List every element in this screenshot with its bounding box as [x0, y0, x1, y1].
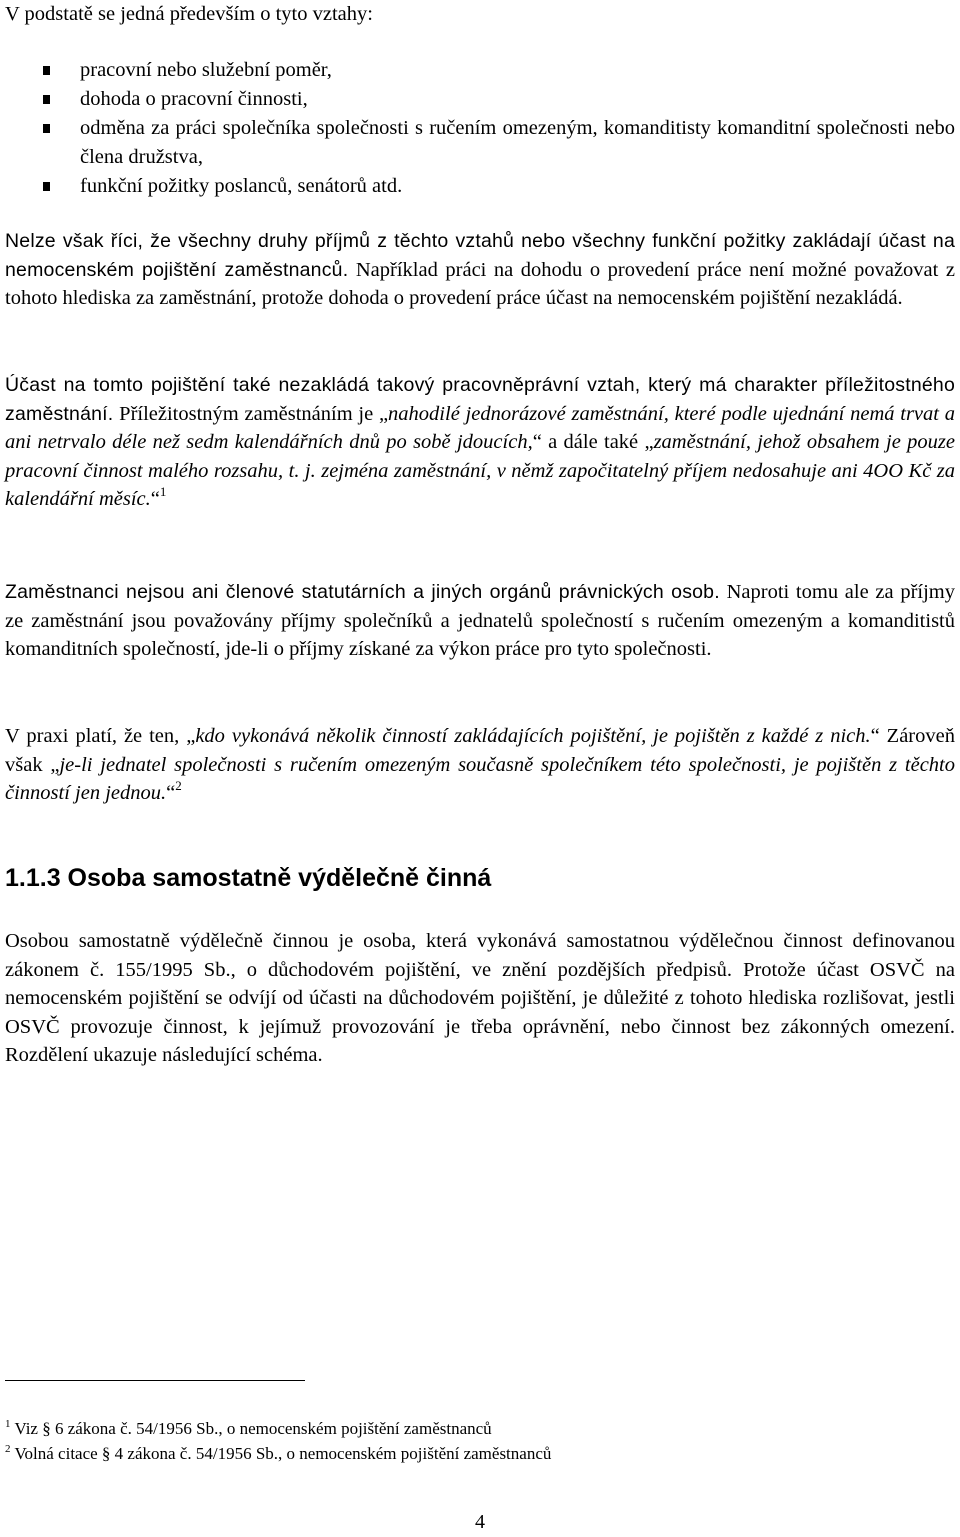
- list-item: funkční požitky poslanců, senátorů atd.: [5, 172, 955, 201]
- footnote-2: $^2$ Volná citace § 4 zákona č. 54/1956 Sb., o nemocenském pojištění zaměstnanců: [5, 1443, 552, 1463]
- paragraph-osvc: Osobou samostatně výdělečně činnou je osoba, která vykonává samostatnou výdělečnou činnost definovanou zákonem č. 155/1995 Sb., o důchodovém pojištění, ve znění pozdějších předpisů. Protože účast OSVČ na nemocenském pojištění se odvíjí od účasti na důchodovém pojištění, je důležité z tohoto hlediska rozlišovat, jestli OSVČ provozuje činnost, k jejímuž provozování je třeba oprávnění, nebo činnost bez zákonných omezení. Rozdělení ukazuje následující schéma.: [5, 930, 955, 1066]
- paragraph-occasional-employment: Účast na tomto pojištění také nezakládá takový pracovněprávní vztah, který má charakter příležitostného zaměstnání. Příležitostným zaměstnáním je „nahodilé jednorázové zaměstnání, které podle ujednání nemá trvat a ani netrvalo déle než sedm kalendářních dnů po sobě jdoucích,“ a dále také „zaměstnání, jehož obsahem je pouze pracovní činnost malého rozsahu, t. j. zejména zaměstnání, v němž započitatelný příjem nedosahuje ani 4OO Kč za kalendářní měsíc.“$^1$: [5, 374, 955, 510]
- square-bullet-icon: [43, 95, 50, 104]
- footnote-1: $^1$ Viz § 6 zákona č. 54/1956 Sb., o nemocenském pojištění zaměstnanců: [5, 1418, 492, 1438]
- square-bullet-icon: [43, 124, 50, 133]
- section-heading: 1.1.3 Osoba samostatně výdělečně činná: [5, 864, 492, 892]
- relationship-list: [5, 56, 955, 201]
- paragraph-income-types: Nelze však říci, že všechny druhy příjmů z těchto vztahů nebo všechny funkční požitky zakládají účast na nemocenském pojištění zaměstnanců. Například práci na dohodu o provedení práce není možné považovat z tohoto hlediska za zaměstnání, protože dohoda o provedení práce účast na nemocenském pojištění nezakládá.: [5, 230, 955, 309]
- footnote-separator: [5, 1380, 305, 1381]
- page-number: 4: [475, 1511, 485, 1533]
- list-item: dohoda o pracovní činnosti,: [5, 85, 955, 114]
- footnote-ref: 1: [159, 484, 167, 499]
- square-bullet-icon: [43, 182, 50, 191]
- square-bullet-icon: [43, 66, 50, 75]
- list-item: odměna za práci společníka společnosti s ručením omezeným, komanditisty komanditní společnosti nebo člena družstva,: [5, 114, 955, 172]
- intro-text: V podstatě se jedná především o tyto vztahy:: [5, 3, 373, 25]
- paragraph-practice: V praxi platí, že ten, „kdo vykonává několik činností zakládajících pojištění, je pojištěn z každé z nich.“ Zároveň však „je-li jednatel společnosti s ručením omezeným současně společníkem této společnosti, je pojištěn z těchto činností jen jednou.“$^2$: [5, 725, 955, 804]
- paragraph-statutory-bodies: Zaměstnanci nejsou ani členové statutárních a jiných orgánů právnických osob. Naproti tomu ale za příjmy ze zaměstnání jsou považovány příjmy společníků a jednatelů společností s ručením omezeným a komanditistů komanditních společností, jde-li o příjmy získané za výkon práce pro tyto společnosti.: [5, 581, 955, 660]
- list-item: pracovní nebo služební poměr,: [5, 56, 955, 85]
- footnote-ref: 2: [175, 778, 182, 793]
